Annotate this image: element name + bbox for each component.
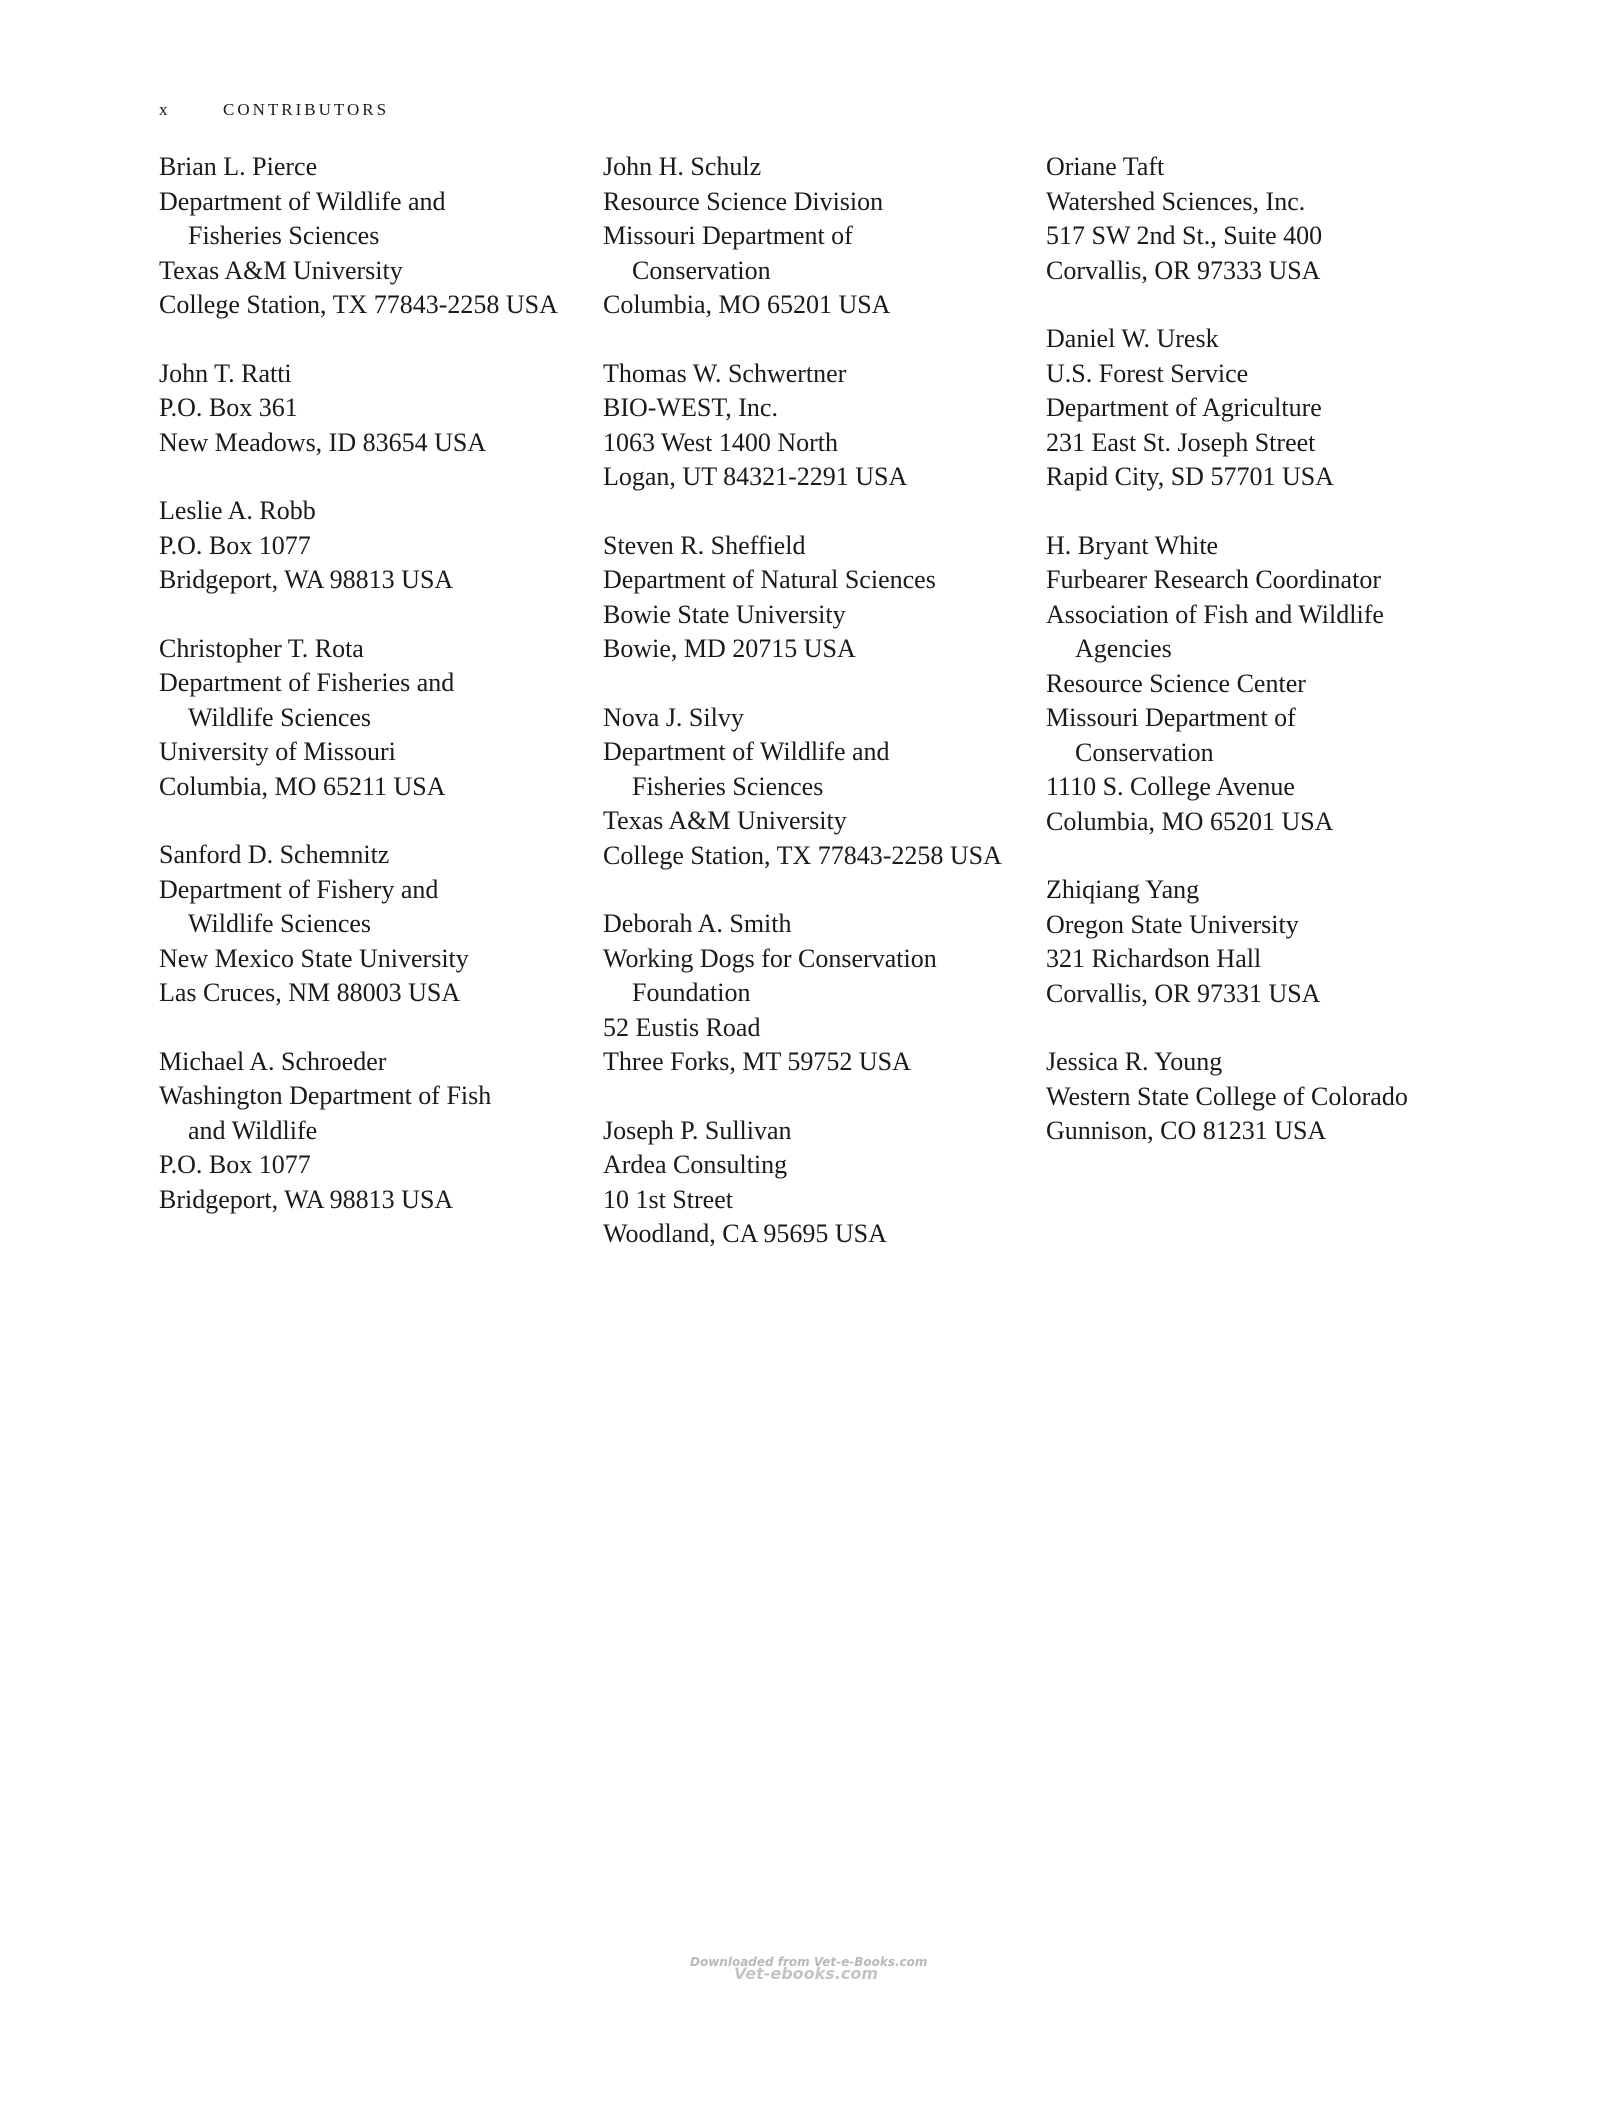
contributor-address-line: Department of Wildlife and [603,737,890,766]
contributor-address-line: Conservation [1075,737,1214,767]
contributor-address-line: Washington Department of Fish [159,1081,492,1110]
contributor-entry [603,1114,1043,1252]
contributor-entry [1046,1045,1486,1149]
contributor-address-line: Bowie State University [603,599,846,629]
contributor-address-line: Bowie, MD 20715 USA [603,634,856,663]
contributor-address-line: Department of Fisheries and [159,668,455,697]
contributor-name: H. Bryant White [1046,530,1219,560]
contributor-entry [603,150,1043,323]
contributor-entry [159,1045,599,1218]
contributor-address-line: Conservation [632,255,771,285]
contributor-name: Brian L. Pierce [159,152,318,181]
contributor-address-line: College Station, TX 77843-2258 USA [159,290,558,319]
contributor-address-line: 10 1st Street [603,1184,733,1214]
contributor-address-line: Bridgeport, WA 98813 USA [159,1184,454,1214]
contributor-address-line: Department of Wildlife and [159,186,446,216]
contributor-entry [603,907,1043,1080]
contributor-entry [159,838,599,1011]
contributor-address-line: Fisheries Sciences [632,771,824,801]
contributor-address-line: Fisheries Sciences [188,221,380,250]
page-number: x [159,100,171,119]
contributor-address-line: 1110 S. College Avenue [1046,772,1295,801]
contributor-address-line: Bridgeport, WA 98813 USA [159,565,454,594]
running-head [159,100,389,120]
contributor-address-line: 52 Eustis Road [603,1012,761,1042]
contributor-address-line: Woodland, CA 95695 USA [603,1219,887,1248]
contributor-address-line: 321 Richardson Hall [1046,944,1262,973]
contributor-name: Oriane Taft [1046,152,1165,181]
watermark-download-text: Downloaded from Vet-e-Books.com [690,1955,928,1969]
contributor-address-line: Las Cruces, NM 88003 USA [159,978,461,1007]
contributor-name: Joseph P. Sullivan [603,1115,792,1145]
contributor-address-line: P.O. Box 1077 [159,1150,311,1179]
contributor-address-line: University of Missouri [159,737,396,766]
section-title: CONTRIBUTORS [223,100,390,119]
contributor-address-line: Furbearer Research Coordinator [1046,565,1381,594]
contributor-address-line: Agencies [1075,634,1172,663]
contributor-name: Leslie A. Robb [159,496,316,525]
contributor-entry [159,150,599,323]
contributor-address-line: Columbia, MO 65201 USA [1046,806,1334,836]
contributor-name: John T. Ratti [159,358,292,388]
contributor-name: Christopher T. Rota [159,633,364,663]
contributor-entry [159,632,599,805]
contributor-address-line: Foundation [632,978,751,1007]
contributor-address-line: P.O. Box 1077 [159,530,311,560]
contributor-name: Nova J. Silvy [603,702,744,732]
contributor-address-line: BIO-WEST, Inc. [603,393,778,422]
contributor-address-line: Corvallis, OR 97331 USA [1046,978,1321,1008]
contributor-address-line: Gunnison, CO 81231 USA [1046,1116,1327,1145]
contributor-entry [603,357,1043,495]
contributor-entry [159,494,599,598]
contributor-address-line: Wildlife Sciences [188,702,372,732]
contributor-name: Deborah A. Smith [603,909,792,938]
contributor-address-line: and Wildlife [188,1115,318,1145]
contributors-column-3 [1046,150,1486,1183]
contributor-address-line: Ardea Consulting [603,1150,788,1179]
contributor-address-line: Texas A&M University [159,255,403,285]
contributor-entry [159,357,599,461]
contributor-name: John H. Schulz [603,152,762,181]
contributor-address-line: Columbia, MO 65201 USA [603,290,891,319]
contributor-address-line: Department of Agriculture [1046,393,1322,422]
contributor-name: Michael A. Schroeder [159,1046,387,1076]
contributor-address-line: Rapid City, SD 57701 USA [1046,462,1334,491]
contributor-address-line: Resource Science Division [603,186,884,216]
contributor-entry [603,701,1043,874]
watermark-site-text: Vet-ebooks.com [734,1964,879,1983]
contributor-address-line: Corvallis, OR 97333 USA [1046,255,1321,285]
contributor-entry [1046,322,1486,495]
contributors-column-2 [603,150,1043,1286]
contributor-address-line: New Meadows, ID 83654 USA [159,427,487,457]
contributor-address-line: Texas A&M University [603,806,847,835]
contributor-name: Thomas W. Schwertner [603,358,847,388]
contributor-entry [1046,873,1486,1011]
contributor-entry [1046,150,1486,288]
contributor-name: Zhiqiang Yang [1046,875,1200,904]
contributor-entry [603,529,1043,667]
contributor-address-line: New Mexico State University [159,943,469,973]
watermark [690,1955,930,1985]
contributor-address-line: 1063 West 1400 North [603,427,839,457]
contributor-address-line: College Station, TX 77843-2258 USA [603,840,1002,870]
contributor-entry [1046,529,1486,840]
contributor-address-line: Logan, UT 84321-2291 USA [603,462,908,491]
contributors-column-1 [159,150,599,1251]
contributor-address-line: Missouri Department of [1046,703,1296,732]
contributor-name: Steven R. Sheffield [603,530,806,560]
contributor-address-line: Association of Fish and Wildlife [1046,599,1384,629]
contributor-address-line: Department of Natural Sciences [603,565,936,594]
contributor-address-line: Department of Fishery and [159,874,439,904]
contributor-address-line: Watershed Sciences, Inc. [1046,186,1306,216]
contributor-address-line: Missouri Department of [603,221,853,250]
contributor-name: Daniel W. Uresk [1046,324,1219,353]
contributor-address-line: Three Forks, MT 59752 USA [603,1047,911,1076]
contributor-address-line: Oregon State University [1046,909,1299,939]
contributor-address-line: U.S. Forest Service [1046,358,1249,388]
contributor-address-line: Columbia, MO 65211 USA [159,771,446,801]
contributor-address-line: 231 East St. Joseph Street [1046,427,1316,457]
contributor-address-line: Working Dogs for Conservation [603,943,937,973]
contributor-name: Jessica R. Young [1046,1047,1223,1076]
contributor-name: Sanford D. Schemnitz [159,840,390,869]
contributor-address-line: Western State College of Colorado [1046,1081,1408,1111]
contributor-address-line: P.O. Box 361 [159,393,298,422]
contributor-address-line: Resource Science Center [1046,668,1306,698]
contributor-address-line: Wildlife Sciences [188,909,372,938]
contributor-address-line: 517 SW 2nd St., Suite 400 [1046,221,1323,250]
